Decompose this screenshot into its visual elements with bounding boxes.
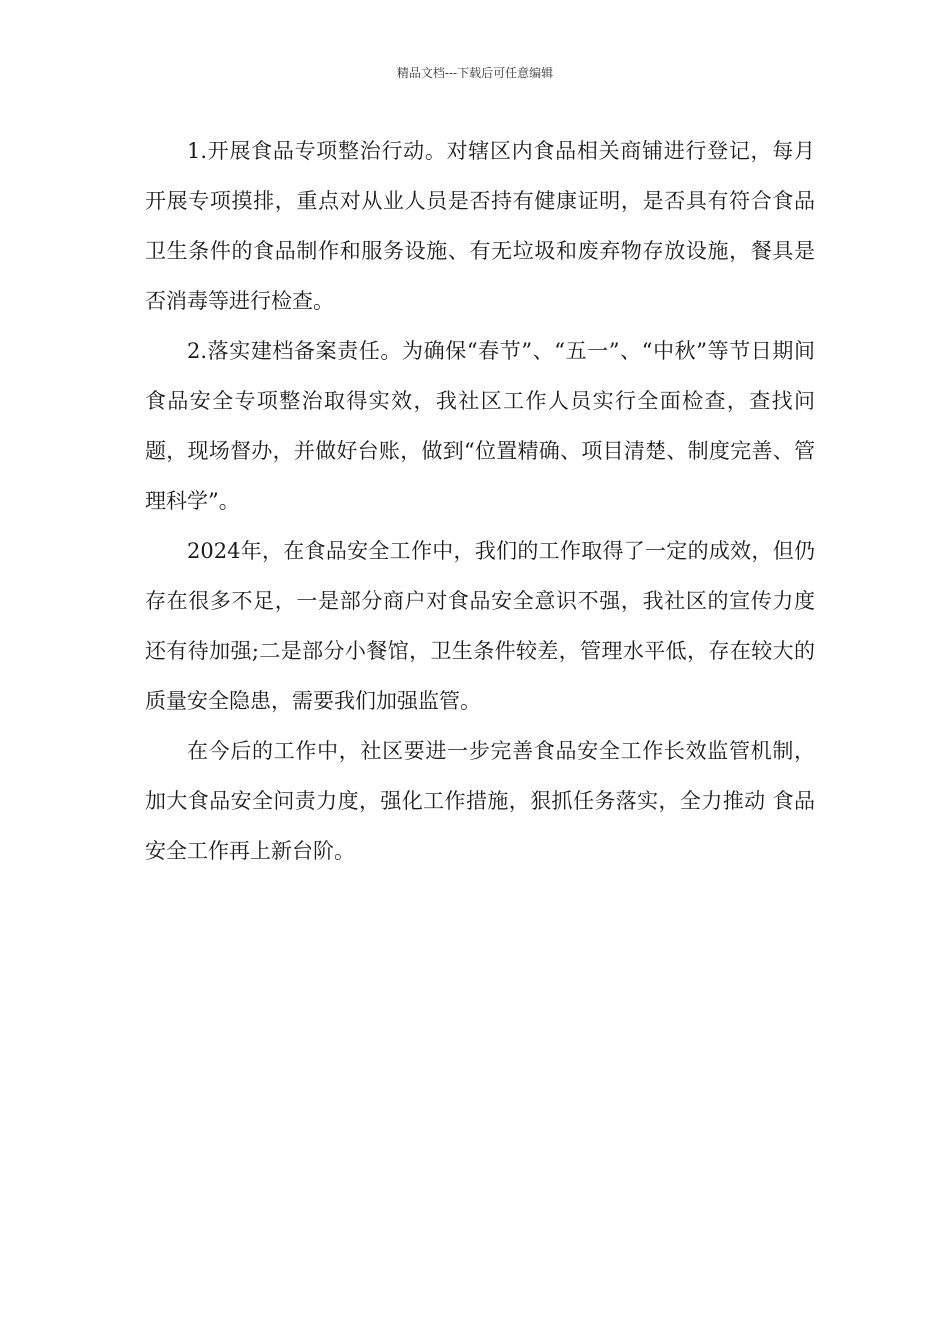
document-body [145,126,815,876]
page-header: 精品文档---下载后可任意编辑 [396,66,554,80]
paragraph-food-rectification: 1.开展食品专项整治行动。对辖区内食品相关商铺进行登记，每月开展专项摸排，重点对从业人员是否持有健康证明，是否具有符合食品卫生条件的食品制作和服务设施、有无垃圾和废弃物存放设施，餐具是否消毒等进行检查。 [145,139,815,313]
paragraph-filing-responsibility: 2.落实建档备案责任。为确保“春节”、“五一”、“中秋”等节日期间食品安全专项整治取得实效，我社区工作人员实行全面检查，查找问题，现场督办，并做好台账，做到“位置精确、项目清楚、制度完善、管理科学”。 [145,339,815,513]
paragraph-2024-summary: 2024年，在食品安全工作中，我们的工作取得了一定的成效，但仍存在很多不足，一是部分商户对食品安全意识不强，我社区的宣传力度还有待加强;二是部分小餐馆，卫生条件较差，管理水平低，存在较大的质量安全隐患，需要我们加强监管。 [145,539,815,713]
paragraph-future-work: 在今后的工作中，社区要进一步完善食品安全工作长效监管机制， 加大食品安全问责力度，强化工作措施，狠抓任务落实，全力推动 食品安全工作再上新台阶。 [145,739,815,863]
